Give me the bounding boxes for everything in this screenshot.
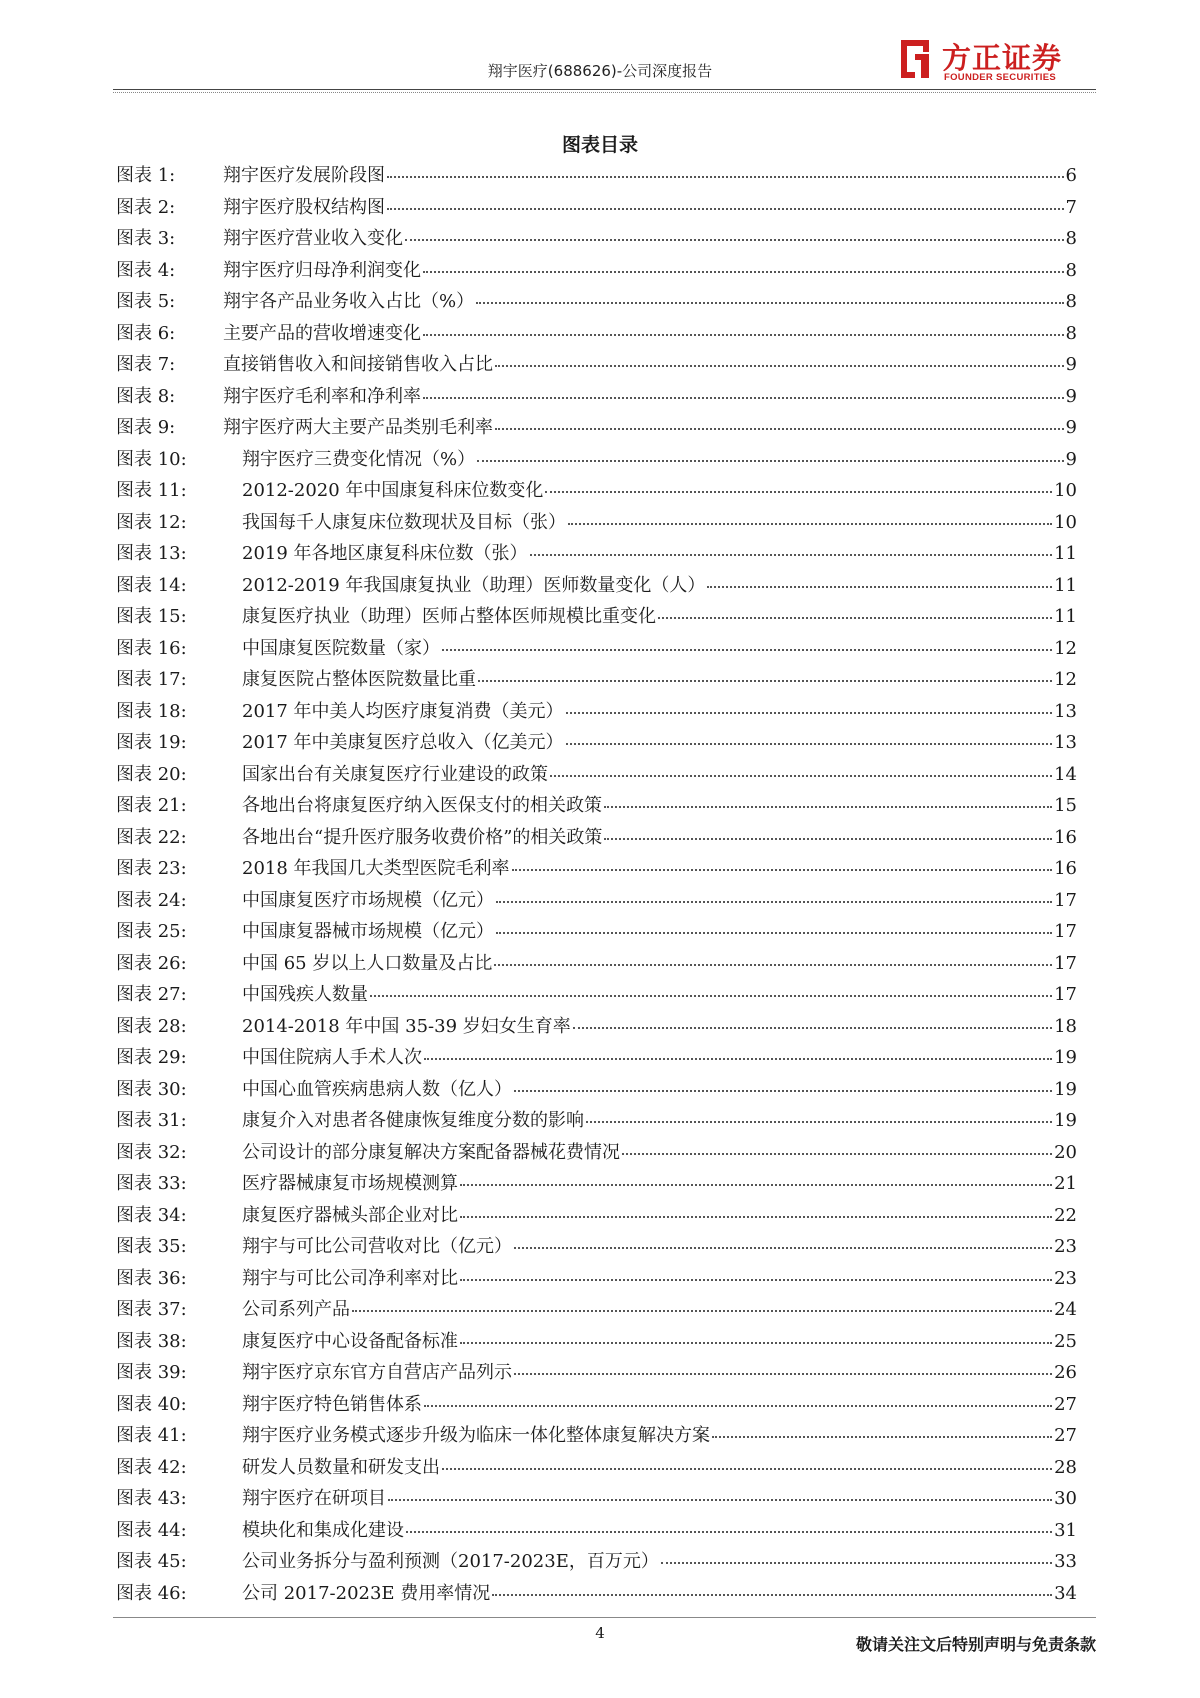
toc-entry-title: 翔宇医疗营业收入变化 [223,228,403,249]
toc-entry[interactable] [116,948,1077,980]
toc-entry-page: 11 [1054,574,1077,596]
toc-entry[interactable] [116,444,1077,476]
toc-entry[interactable] [116,538,1077,570]
toc-entry-page: 6 [1065,165,1077,186]
toc-entry-title: 中国住院病人手术人次 [242,1047,422,1068]
toc-leader-dots [496,932,1052,934]
toc-entry-page: 34 [1054,1582,1077,1604]
toc-entry-title: 公司 2017-2023E 费用率情况 [242,1582,491,1604]
toc-leader-dots [424,1058,1052,1060]
toc-entry-page: 17 [1054,952,1077,974]
toc-entry[interactable] [116,727,1077,759]
toc-entry-page: 19 [1054,1047,1077,1068]
toc-entry-label: 图表 6: [116,322,176,344]
toc-entry-label: 图表 12: [116,511,187,533]
toc-entry-title: 2014-2018 年中国 35-39 岁妇女生育率 [242,1015,571,1037]
toc-leader-dots [514,1090,1052,1092]
toc-entry-label: 图表 33: [116,1173,187,1194]
toc-entry-title: 翔宇医疗特色销售体系 [242,1393,422,1415]
toc-entry-title: 康复医疗中心设备配备标准 [242,1330,458,1352]
toc-leader-dots [460,1184,1052,1186]
toc-leader-dots [477,460,1063,462]
toc-entry-label: 图表 7: [116,354,176,375]
toc-entry[interactable] [116,1483,1077,1515]
toc-entry-page: 16 [1054,826,1077,848]
toc-entry[interactable] [116,1011,1077,1043]
toc-entry-title: 翔宇医疗两大主要产品类别毛利率 [223,417,493,438]
toc-entry-label: 图表 18: [116,700,187,722]
toc-entry-label: 图表 46: [116,1582,187,1604]
toc-entry[interactable] [116,318,1077,350]
toc-leader-dots [514,1247,1052,1249]
toc-entry-title: 翔宇各产品业务收入占比（%） [223,291,475,312]
toc-leader-dots [370,995,1052,997]
toc-entry-page: 7 [1065,196,1077,218]
toc-entry-label: 图表 8: [116,385,176,407]
toc-entry-title: 中国残疾人数量 [242,984,368,1005]
disclaimer-note: 敬请关注文后特别声明与免责条款 [855,1635,1096,1654]
toc-entry-title: 医疗器械康复市场规模测算 [242,1173,458,1194]
report-header-title: 翔宇医疗(688626)-公司深度报告 [487,62,713,80]
toc-entry-page: 9 [1065,354,1077,375]
toc-leader-dots [604,806,1052,808]
toc-entry-label: 图表 44: [116,1519,187,1541]
toc-leader-dots [573,1027,1052,1029]
toc-leader-dots [550,775,1052,777]
toc-entry-title: 翔宇医疗三费变化情况（%） [242,448,476,470]
toc-entry[interactable] [116,349,1077,381]
toc-entry-title: 主要产品的营收增速变化 [223,322,421,344]
toc-entry[interactable] [116,1515,1077,1547]
toc-entry[interactable] [116,759,1077,791]
toc-entry[interactable] [116,475,1077,507]
toc-entry-title: 2017 年中美康复医疗总收入（亿美元） [242,732,564,753]
toc-entry-page: 9 [1065,385,1077,407]
toc-entry-title: 翔宇医疗发展阶段图 [223,165,385,186]
toc-entry-title: 模块化和集成化建设 [242,1519,404,1541]
toc-entry-page: 33 [1054,1551,1077,1572]
toc-entry-page: 28 [1054,1456,1077,1478]
toc-entry-page: 9 [1065,448,1077,470]
header-divider [113,89,1096,93]
page-number: 4 [595,1624,605,1642]
toc-leader-dots [476,302,1063,304]
toc-leader-dots [442,649,1052,651]
toc-entry[interactable] [116,1105,1077,1137]
toc-entry[interactable] [116,1042,1077,1074]
toc-leader-dots [460,1342,1052,1344]
toc-entry-label: 图表 26: [116,952,187,974]
toc-entry-page: 17 [1054,984,1077,1005]
toc-leader-dots [545,491,1052,493]
toc-entry-page: 8 [1065,322,1077,344]
toc-leader-dots [352,1310,1052,1312]
toc-entry-label: 图表 4: [116,259,176,281]
toc-entry-page: 10 [1054,511,1077,533]
toc-leader-dots [530,554,1053,556]
toc-leader-dots [405,239,1064,241]
toc-entry-label: 图表 21: [116,795,187,816]
toc-leader-dots [514,1373,1052,1375]
toc-entry-label: 图表 16: [116,637,187,659]
toc-entry-title: 国家出台有关康复医疗行业建设的政策 [242,763,548,785]
toc-entry-page: 19 [1054,1110,1077,1131]
toc-entry-label: 图表 29: [116,1047,187,1068]
toc-entry-page: 27 [1054,1393,1077,1415]
toc-entry[interactable] [116,1326,1077,1358]
toc-entry[interactable] [116,664,1077,696]
toc-leader-dots [622,1153,1052,1155]
toc-leader-dots [658,617,1052,619]
toc-entry[interactable] [116,570,1077,602]
toc-entry-title: 康复医疗执业（助理）医师占整体医师规模比重变化 [242,606,656,627]
toc-leader-dots [512,869,1053,871]
toc-entry[interactable] [116,1294,1077,1326]
toc-entry-label: 图表 14: [116,574,187,596]
toc-entry-label: 图表 37: [116,1299,187,1320]
toc-entry-title: 康复医疗器械头部企业对比 [242,1204,458,1226]
toc-entry[interactable] [116,916,1077,948]
toc-leader-dots [388,1499,1052,1501]
toc-entry-page: 16 [1054,858,1077,879]
toc-entry[interactable] [116,696,1077,728]
toc-entry[interactable] [116,1137,1077,1169]
toc-entry-title: 康复医院占整体医院数量比重 [242,669,476,690]
toc-leader-dots [566,712,1053,714]
toc-entry-title: 2012-2019 年我国康复执业（助理）医师数量变化（人） [242,574,706,596]
toc-entry[interactable] [116,1200,1077,1232]
chart-index-list [116,160,1077,1609]
toc-entry-label: 图表 38: [116,1330,187,1352]
toc-entry-title: 翔宇医疗毛利率和净利率 [223,385,421,407]
toc-entry-label: 图表 31: [116,1110,187,1131]
toc-entry-page: 18 [1054,1015,1077,1037]
toc-leader-dots [492,1594,1052,1596]
toc-entry-title: 2017 年中美人均医疗康复消费（美元） [242,700,564,722]
toc-leader-dots [604,838,1052,840]
toc-entry-page: 27 [1054,1425,1077,1446]
toc-entry-label: 图表 20: [116,763,187,785]
toc-entry[interactable] [116,885,1077,917]
toc-entry-page: 23 [1054,1267,1077,1289]
toc-entry-page: 25 [1054,1330,1077,1352]
toc-entry[interactable] [116,979,1077,1011]
toc-entry[interactable] [116,1231,1077,1263]
toc-entry-page: 22 [1054,1204,1077,1226]
toc-leader-dots [423,397,1064,399]
toc-entry-page: 8 [1065,228,1077,249]
toc-entry-label: 图表 39: [116,1362,187,1383]
toc-entry-label: 图表 1: [116,165,176,186]
toc-entry-page: 24 [1054,1299,1077,1320]
toc-entry-label: 图表 43: [116,1488,187,1509]
toc-entry[interactable] [116,412,1077,444]
toc-entry-page: 26 [1054,1362,1077,1383]
toc-entry[interactable] [116,1452,1077,1484]
toc-entry-title: 中国康复医院数量（家） [242,637,440,659]
toc-entry-label: 图表 13: [116,543,187,564]
toc-entry-title: 中国 65 岁以上人口数量及占比 [242,952,493,974]
toc-entry-label: 图表 27: [116,984,187,1005]
toc-entry-label: 图表 28: [116,1015,187,1037]
toc-entry-title: 公司业务拆分与盈利预测（2017-2023E，百万元） [242,1551,659,1572]
toc-entry-page: 10 [1054,480,1077,501]
toc-entry-title: 2019 年各地区康复科床位数（张） [242,543,528,564]
toc-entry[interactable] [116,1074,1077,1106]
toc-entry-label: 图表 5: [116,291,176,312]
toc-title: 图表目录 [561,134,638,156]
toc-entry[interactable] [116,1357,1077,1389]
toc-entry[interactable] [116,255,1077,287]
toc-leader-dots [707,586,1052,588]
toc-entry[interactable] [116,1578,1077,1610]
founder-logo-icon [895,38,935,80]
toc-entry[interactable] [116,1389,1077,1421]
toc-entry-label: 图表 40: [116,1393,187,1415]
toc-entry-label: 图表 35: [116,1236,187,1257]
toc-entry-title: 翔宇与可比公司净利率对比 [242,1267,458,1289]
toc-entry-title: 康复介入对患者各健康恢复维度分数的影响 [242,1110,584,1131]
toc-entry-page: 13 [1054,732,1077,753]
toc-leader-dots [406,1531,1052,1533]
toc-leader-dots [586,1121,1052,1123]
footer-divider [113,1617,1096,1618]
toc-entry-label: 图表 22: [116,826,187,848]
toc-entry-title: 翔宇医疗归母净利润变化 [223,259,421,281]
toc-entry[interactable] [116,160,1077,192]
toc-entry-title: 2018 年我国几大类型医院毛利率 [242,858,510,879]
toc-entry-title: 各地出台将康复医疗纳入医保支付的相关政策 [242,795,602,816]
toc-leader-dots [387,208,1064,210]
toc-leader-dots [423,334,1064,336]
toc-entry-page: 19 [1054,1078,1077,1100]
toc-leader-dots [460,1216,1052,1218]
toc-entry-page: 17 [1054,921,1077,942]
toc-entry-title: 直接销售收入和间接销售收入占比 [223,354,493,375]
toc-entry-title: 翔宇与可比公司营收对比（亿元） [242,1236,512,1257]
toc-entry-label: 图表 45: [116,1551,187,1572]
toc-entry-label: 图表 42: [116,1456,187,1478]
toc-leader-dots [478,680,1052,682]
toc-entry-title: 翔宇医疗京东官方自营店产品列示 [242,1362,512,1383]
toc-entry-label: 图表 19: [116,732,187,753]
toc-entry-page: 15 [1054,795,1077,816]
toc-entry-label: 图表 9: [116,417,176,438]
toc-entry[interactable] [116,381,1077,413]
toc-entry-title: 翔宇医疗业务模式逐步升级为临床一体化整体康复解决方案 [242,1425,710,1446]
toc-entry-page: 12 [1054,637,1077,659]
toc-entry[interactable] [116,822,1077,854]
toc-entry-title: 研发人员数量和研发支出 [242,1456,440,1478]
toc-leader-dots [712,1436,1052,1438]
toc-entry-title: 中国康复器械市场规模（亿元） [242,921,494,942]
toc-entry-label: 图表 30: [116,1078,187,1100]
toc-leader-dots [661,1562,1052,1564]
toc-entry[interactable] [116,1546,1077,1578]
logo-chinese-text: 方正证券 [942,41,1063,75]
toc-entry-title: 中国心血管疾病患病人数（亿人） [242,1078,512,1100]
toc-entry-page: 13 [1054,700,1077,722]
founder-securities-logo [895,34,1085,86]
toc-entry[interactable] [116,223,1077,255]
toc-entry[interactable] [116,1263,1077,1295]
toc-leader-dots [495,365,1064,367]
toc-entry-label: 图表 17: [116,669,187,690]
toc-entry-page: 8 [1065,259,1077,281]
toc-entry-page: 9 [1065,417,1077,438]
toc-leader-dots [566,743,1053,745]
toc-leader-dots [496,901,1052,903]
toc-entry-page: 30 [1054,1488,1077,1509]
toc-entry[interactable] [116,790,1077,822]
toc-entry-title: 翔宇医疗在研项目 [242,1488,386,1509]
toc-entry-page: 12 [1054,669,1077,690]
toc-entry-page: 17 [1054,889,1077,911]
toc-entry-title: 公司设计的部分康复解决方案配备器械花费情况 [242,1141,620,1163]
toc-leader-dots [442,1468,1052,1470]
toc-entry-page: 23 [1054,1236,1077,1257]
toc-entry-label: 图表 41: [116,1425,187,1446]
toc-entry[interactable] [116,1168,1077,1200]
toc-entry-label: 图表 3: [116,228,176,249]
toc-entry-label: 图表 24: [116,889,187,911]
toc-entry-label: 图表 2: [116,196,176,218]
toc-entry[interactable] [116,286,1077,318]
toc-entry-page: 31 [1054,1519,1077,1541]
toc-entry-title: 公司系列产品 [242,1299,350,1320]
toc-entry-page: 11 [1054,543,1077,564]
toc-leader-dots [460,1279,1052,1281]
toc-entry-label: 图表 32: [116,1141,187,1163]
toc-leader-dots [423,271,1064,273]
toc-entry[interactable] [116,192,1077,224]
toc-entry-label: 图表 10: [116,448,187,470]
toc-leader-dots [568,523,1052,525]
toc-entry-page: 21 [1054,1173,1077,1194]
toc-leader-dots [495,428,1064,430]
toc-entry[interactable] [116,507,1077,539]
toc-entry-title: 各地出台“提升医疗服务收费价格”的相关政策 [242,826,603,848]
toc-entry[interactable] [116,601,1077,633]
toc-entry-label: 图表 23: [116,858,187,879]
toc-entry[interactable] [116,633,1077,665]
toc-entry-label: 图表 11: [116,480,187,501]
toc-entry-page: 8 [1065,291,1077,312]
toc-entry-page: 11 [1054,606,1077,627]
toc-entry-label: 图表 36: [116,1267,187,1289]
toc-entry[interactable] [116,1420,1077,1452]
toc-entry-title: 我国每千人康复床位数现状及目标（张） [242,511,566,533]
toc-entry-page: 20 [1054,1141,1077,1163]
toc-entry-label: 图表 15: [116,606,187,627]
logo-english-text: FOUNDER SECURITIES [944,72,1057,83]
toc-entry-title: 中国康复医疗市场规模（亿元） [242,889,494,911]
toc-leader-dots [424,1405,1052,1407]
toc-entry-label: 图表 34: [116,1204,187,1226]
toc-leader-dots [494,964,1052,966]
toc-entry-title: 翔宇医疗股权结构图 [223,196,385,218]
toc-leader-dots [387,176,1064,178]
toc-entry[interactable] [116,853,1077,885]
toc-entry-title: 2012-2020 年中国康复科床位数变化 [242,480,544,501]
toc-entry-page: 14 [1054,763,1077,785]
toc-entry-label: 图表 25: [116,921,187,942]
